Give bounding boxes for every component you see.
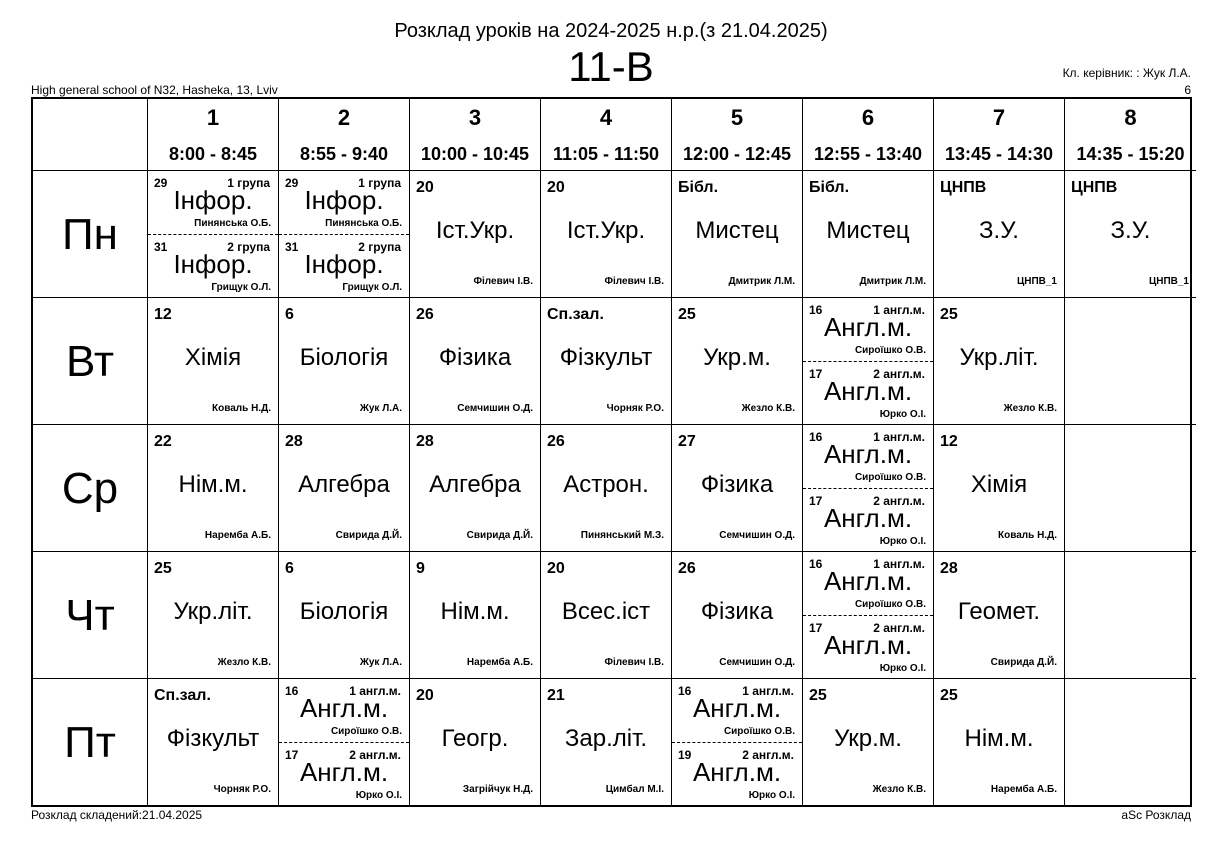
group-lesson (279, 171, 409, 235)
period-time: 10:00 - 10:45 (420, 144, 530, 164)
subject-name: Геогр. (441, 725, 509, 752)
subject-name: Іст.Укр. (566, 217, 646, 244)
teacher-name: Філевич І.В. (604, 276, 664, 287)
room-number: 16 (809, 557, 823, 571)
subject-name: Біологія (299, 344, 389, 371)
teacher-name: Філевич І.В. (473, 276, 533, 287)
group-lesson (803, 552, 933, 616)
room-number: 26 (547, 433, 565, 450)
room-number: 28 (285, 433, 303, 450)
subject-name: Англ.м. (823, 439, 913, 469)
subject-name: Укр.літ. (959, 344, 1039, 371)
period-time: 12:55 - 13:40 (813, 144, 923, 164)
day-label: Пт (33, 678, 148, 805)
timetable-grid (31, 97, 1192, 807)
teacher-name: Грищук О.Л. (211, 282, 271, 293)
subject-name: Інфор. (173, 249, 253, 279)
subject-name: Біологія (299, 598, 389, 625)
group-lesson (803, 425, 933, 489)
subject-name: Укр.літ. (173, 598, 253, 625)
subject-name: Англ.м. (299, 693, 389, 723)
group-label: 1 англ.м. (742, 684, 794, 698)
room-number: 28 (416, 433, 434, 450)
subject-name: Укр.м. (703, 344, 771, 371)
teacher-name: Грищук О.Л. (342, 282, 402, 293)
teacher-name: Жук Л.А. (359, 657, 402, 668)
room-number: 29 (154, 176, 168, 190)
subject-name: Фізкульт (559, 344, 653, 371)
room-number: 22 (154, 433, 172, 450)
group-label: 2 англ.м. (349, 748, 401, 762)
lesson-cell (279, 678, 410, 805)
lesson-cell (672, 551, 803, 678)
room-number: Бібл. (809, 179, 850, 196)
subject-name: Геомет. (957, 598, 1041, 625)
subject-name: Астрон. (563, 471, 649, 498)
period-header (279, 99, 410, 170)
teacher-name: ЦНПВ_1 (1148, 276, 1189, 287)
teacher-name: Семчишин О.Д. (719, 530, 795, 541)
group-label: 1 англ.м. (349, 684, 401, 698)
period-header (1065, 99, 1196, 170)
group-lesson (148, 171, 278, 235)
group-lesson (279, 679, 409, 743)
room-number: Сп.зал. (547, 306, 604, 323)
teacher-name: Коваль Н.Д. (998, 530, 1057, 541)
teacher-name: Пинянська О.Б. (194, 218, 271, 229)
subject-name: Іст.Укр. (435, 217, 515, 244)
teacher-name: Юрко О.І. (879, 663, 926, 674)
room-number: 17 (285, 748, 299, 762)
teacher-name: Жезло К.В. (217, 657, 271, 668)
teacher-name: Цимбал М.І. (605, 784, 664, 795)
period-number: 5 (730, 105, 744, 130)
period-header (803, 99, 934, 170)
room-number: 28 (940, 560, 958, 577)
teacher-name: Юрко О.І. (879, 536, 926, 547)
school-name: High general school of N32, Hasheka, 13, Lviv (31, 83, 278, 97)
room-number: 16 (809, 303, 823, 317)
subject-name: Фізика (700, 598, 774, 625)
subject-name: З.У. (1110, 217, 1151, 244)
teacher-name: Загрійчук Н.Д. (462, 784, 533, 795)
teacher-name: ЦНПВ_1 (1016, 276, 1057, 287)
teacher-name: Семчишин О.Д. (719, 657, 795, 668)
room-number: 26 (416, 306, 434, 323)
lesson-cell (279, 551, 410, 678)
group-label: 1 група (227, 176, 270, 190)
period-header (148, 99, 279, 170)
created-date: Розклад складений:21.04.2025 (31, 808, 203, 822)
room-number: 25 (678, 306, 696, 323)
room-number: 17 (809, 494, 823, 508)
subject-name: Нім.м. (178, 471, 248, 498)
teacher-name: Чорняк Р.О. (606, 403, 664, 414)
subject-name: Англ.м. (823, 503, 913, 533)
lesson-cell (803, 424, 934, 551)
subject-name: Нім.м. (964, 725, 1034, 752)
subject-name: Укр.м. (834, 725, 902, 752)
period-number: 7 (992, 105, 1006, 130)
lesson-cell (934, 678, 1065, 805)
subject-name: Мистец (826, 217, 910, 244)
group-lesson (279, 235, 409, 297)
room-number: 12 (154, 306, 172, 323)
room-number: 29 (285, 176, 299, 190)
period-header (934, 99, 1065, 170)
room-number: 12 (940, 433, 958, 450)
lesson-cell (934, 424, 1065, 551)
room-number: 20 (547, 560, 565, 577)
empty-cell (1065, 424, 1196, 551)
subject-name: Англ.м. (299, 757, 389, 787)
room-number: Сп.зал. (154, 687, 211, 704)
group-label: 1 англ.м. (873, 303, 925, 317)
teacher-name: Юрко О.І. (879, 409, 926, 420)
subject-name: З.У. (979, 217, 1019, 244)
day-label: Пн (33, 170, 148, 297)
teacher-name: Дмитрик Л.М. (859, 276, 926, 287)
lesson-cell (148, 551, 279, 678)
group-label: 2 група (227, 240, 270, 254)
subject-name: Фізика (438, 344, 512, 371)
room-number: 31 (154, 240, 168, 254)
lesson-cell (672, 678, 803, 805)
teacher-name: Сироїшко О.В. (723, 726, 795, 737)
room-number: 6 (285, 560, 294, 577)
group-lesson (672, 679, 802, 743)
group-label: 2 англ.м. (873, 494, 925, 508)
room-number: 25 (154, 560, 172, 577)
day-label: Вт (33, 297, 148, 424)
lesson-cell (803, 678, 934, 805)
group-label: 1 група (358, 176, 401, 190)
empty-cell (1065, 297, 1196, 424)
group-lesson (803, 616, 933, 678)
subject-name: Фізкульт (166, 725, 260, 752)
room-number: 27 (678, 433, 696, 450)
teacher-name: Жезло К.В. (872, 784, 926, 795)
room-number: 25 (940, 687, 958, 704)
class-name: 11-В (568, 43, 654, 90)
group-label: 2 група (358, 240, 401, 254)
teacher-name: Юрко О.І. (355, 790, 402, 801)
lesson-cell (148, 297, 279, 424)
teacher-name: Наремба А.Б. (466, 657, 533, 668)
lesson-cell (148, 678, 279, 805)
lesson-cell (148, 424, 279, 551)
subject-name: Мистец (695, 217, 779, 244)
subject-name: Хімія (184, 344, 242, 371)
teacher-name: Сироїшко О.В. (330, 726, 402, 737)
group-label: 2 англ.м. (742, 748, 794, 762)
lesson-cell (672, 170, 803, 297)
teacher-name: Сироїшко О.В. (854, 472, 926, 483)
subject-name: Англ.м. (823, 566, 913, 596)
room-number: 25 (940, 306, 958, 323)
lesson-cell (410, 678, 541, 805)
room-number: 9 (416, 560, 425, 577)
lesson-cell (410, 170, 541, 297)
period-time: 12:00 - 12:45 (682, 144, 792, 164)
empty-cell (1065, 678, 1196, 805)
room-number: Бібл. (678, 179, 719, 196)
room-number: 6 (285, 306, 294, 323)
period-time: 14:35 - 15:20 (1076, 144, 1185, 164)
subject-name: Англ.м. (823, 376, 913, 406)
room-number: 25 (809, 687, 827, 704)
room-number: 31 (285, 240, 299, 254)
teacher-name: Жезло К.В. (1003, 403, 1057, 414)
room-number: 20 (416, 687, 434, 704)
lesson-cell (934, 297, 1065, 424)
subject-name: Англ.м. (823, 312, 913, 342)
period-time: 8:55 - 9:40 (299, 144, 389, 164)
room-number: 26 (678, 560, 696, 577)
day-label: Ср (33, 424, 148, 551)
subject-name: Зар.літ. (564, 725, 648, 752)
teacher-name: Свирида Д.Й. (335, 530, 402, 541)
group-label: 2 англ.м. (873, 367, 925, 381)
lesson-cell (279, 424, 410, 551)
page-number: 6 (1184, 83, 1191, 97)
teacher-name: Наремба А.Б. (990, 784, 1057, 795)
period-number: 8 (1124, 105, 1137, 130)
subject-name: Хімія (970, 471, 1028, 498)
room-number: 20 (547, 179, 565, 196)
room-number: 17 (809, 621, 823, 635)
subject-name: Інфор. (304, 185, 384, 215)
period-time: 13:45 - 14:30 (944, 144, 1054, 164)
room-number: 20 (416, 179, 434, 196)
group-lesson (803, 298, 933, 362)
lesson-cell (279, 170, 410, 297)
room-number: ЦНПВ (1071, 179, 1118, 196)
period-header (541, 99, 672, 170)
subject-name: Алгебра (429, 471, 521, 498)
empty-cell (1065, 551, 1196, 678)
subject-name: Фізика (700, 471, 774, 498)
period-time: 8:00 - 8:45 (168, 144, 258, 164)
day-label: Чт (33, 551, 148, 678)
teacher-name: Філевич І.В. (604, 657, 664, 668)
lesson-cell (541, 678, 672, 805)
lesson-cell (803, 297, 934, 424)
room-number: 17 (809, 367, 823, 381)
teacher-name: Наремба А.Б. (204, 530, 271, 541)
lesson-cell (541, 170, 672, 297)
subject-name: Інфор. (304, 249, 384, 279)
period-number: 1 (206, 105, 220, 130)
room-number: 19 (678, 748, 692, 762)
group-label: 1 англ.м. (873, 557, 925, 571)
period-header (672, 99, 803, 170)
teacher-name: Жезло К.В. (741, 403, 795, 414)
lesson-cell (541, 551, 672, 678)
lesson-cell (410, 551, 541, 678)
period-number: 2 (337, 105, 351, 130)
teacher-name: Чорняк Р.О. (213, 784, 271, 795)
period-number: 4 (599, 105, 613, 130)
subject-name: Англ.м. (692, 693, 782, 723)
subject-name: Англ.м. (823, 630, 913, 660)
teacher-name: Сироїшко О.В. (854, 345, 926, 356)
lesson-cell (672, 424, 803, 551)
lesson-cell (803, 551, 934, 678)
group-lesson (803, 489, 933, 551)
lesson-cell (279, 297, 410, 424)
teacher-name: Дмитрик Л.М. (728, 276, 795, 287)
teacher-name: Семчишин О.Д. (457, 403, 533, 414)
period-number: 3 (468, 105, 482, 130)
teacher-name: Пинянська О.Б. (325, 218, 402, 229)
group-lesson (148, 235, 278, 297)
room-number: 16 (809, 430, 823, 444)
subject-name: Англ.м. (692, 757, 782, 787)
group-lesson (803, 362, 933, 424)
subject-name: Всес.іст (561, 598, 651, 625)
subject-name: Інфор. (173, 185, 253, 215)
teacher-name: Пинянський М.З. (580, 530, 664, 541)
teacher-name: Сироїшко О.В. (854, 599, 926, 610)
group-label: 1 англ.м. (873, 430, 925, 444)
teacher-name: Свирида Д.Й. (990, 657, 1057, 668)
room-number: 16 (678, 684, 692, 698)
period-header (410, 99, 541, 170)
teacher-name: Коваль Н.Д. (212, 403, 271, 414)
software-name: aSc Розклад (1121, 808, 1191, 822)
lesson-cell (148, 170, 279, 297)
lesson-cell (541, 297, 672, 424)
lesson-cell (410, 424, 541, 551)
lesson-cell (934, 170, 1065, 297)
lesson-cell (410, 297, 541, 424)
schedule-title: Розклад уроків на 2024-2025 н.р.(з 21.04.2025) (394, 20, 828, 42)
teacher-name: Жук Л.А. (359, 403, 402, 414)
teacher-name: Юрко О.І. (748, 790, 795, 801)
room-number: 16 (285, 684, 299, 698)
group-lesson (672, 743, 802, 805)
period-time: 11:05 - 11:50 (552, 144, 660, 164)
teacher-name: Свирида Д.Й. (466, 530, 533, 541)
subject-name: Нім.м. (440, 598, 510, 625)
subject-name: Алгебра (298, 471, 390, 498)
lesson-cell (803, 170, 934, 297)
class-teacher: Кл. керівник: : Жук Л.А. (1062, 66, 1191, 80)
lesson-cell (1065, 170, 1196, 297)
group-label: 2 англ.м. (873, 621, 925, 635)
lesson-cell (541, 424, 672, 551)
period-number: 6 (861, 105, 875, 130)
lesson-cell (672, 297, 803, 424)
corner-cell (33, 99, 148, 170)
group-lesson (279, 743, 409, 805)
room-number: ЦНПВ (940, 179, 987, 196)
lesson-cell (934, 551, 1065, 678)
room-number: 21 (547, 687, 565, 704)
